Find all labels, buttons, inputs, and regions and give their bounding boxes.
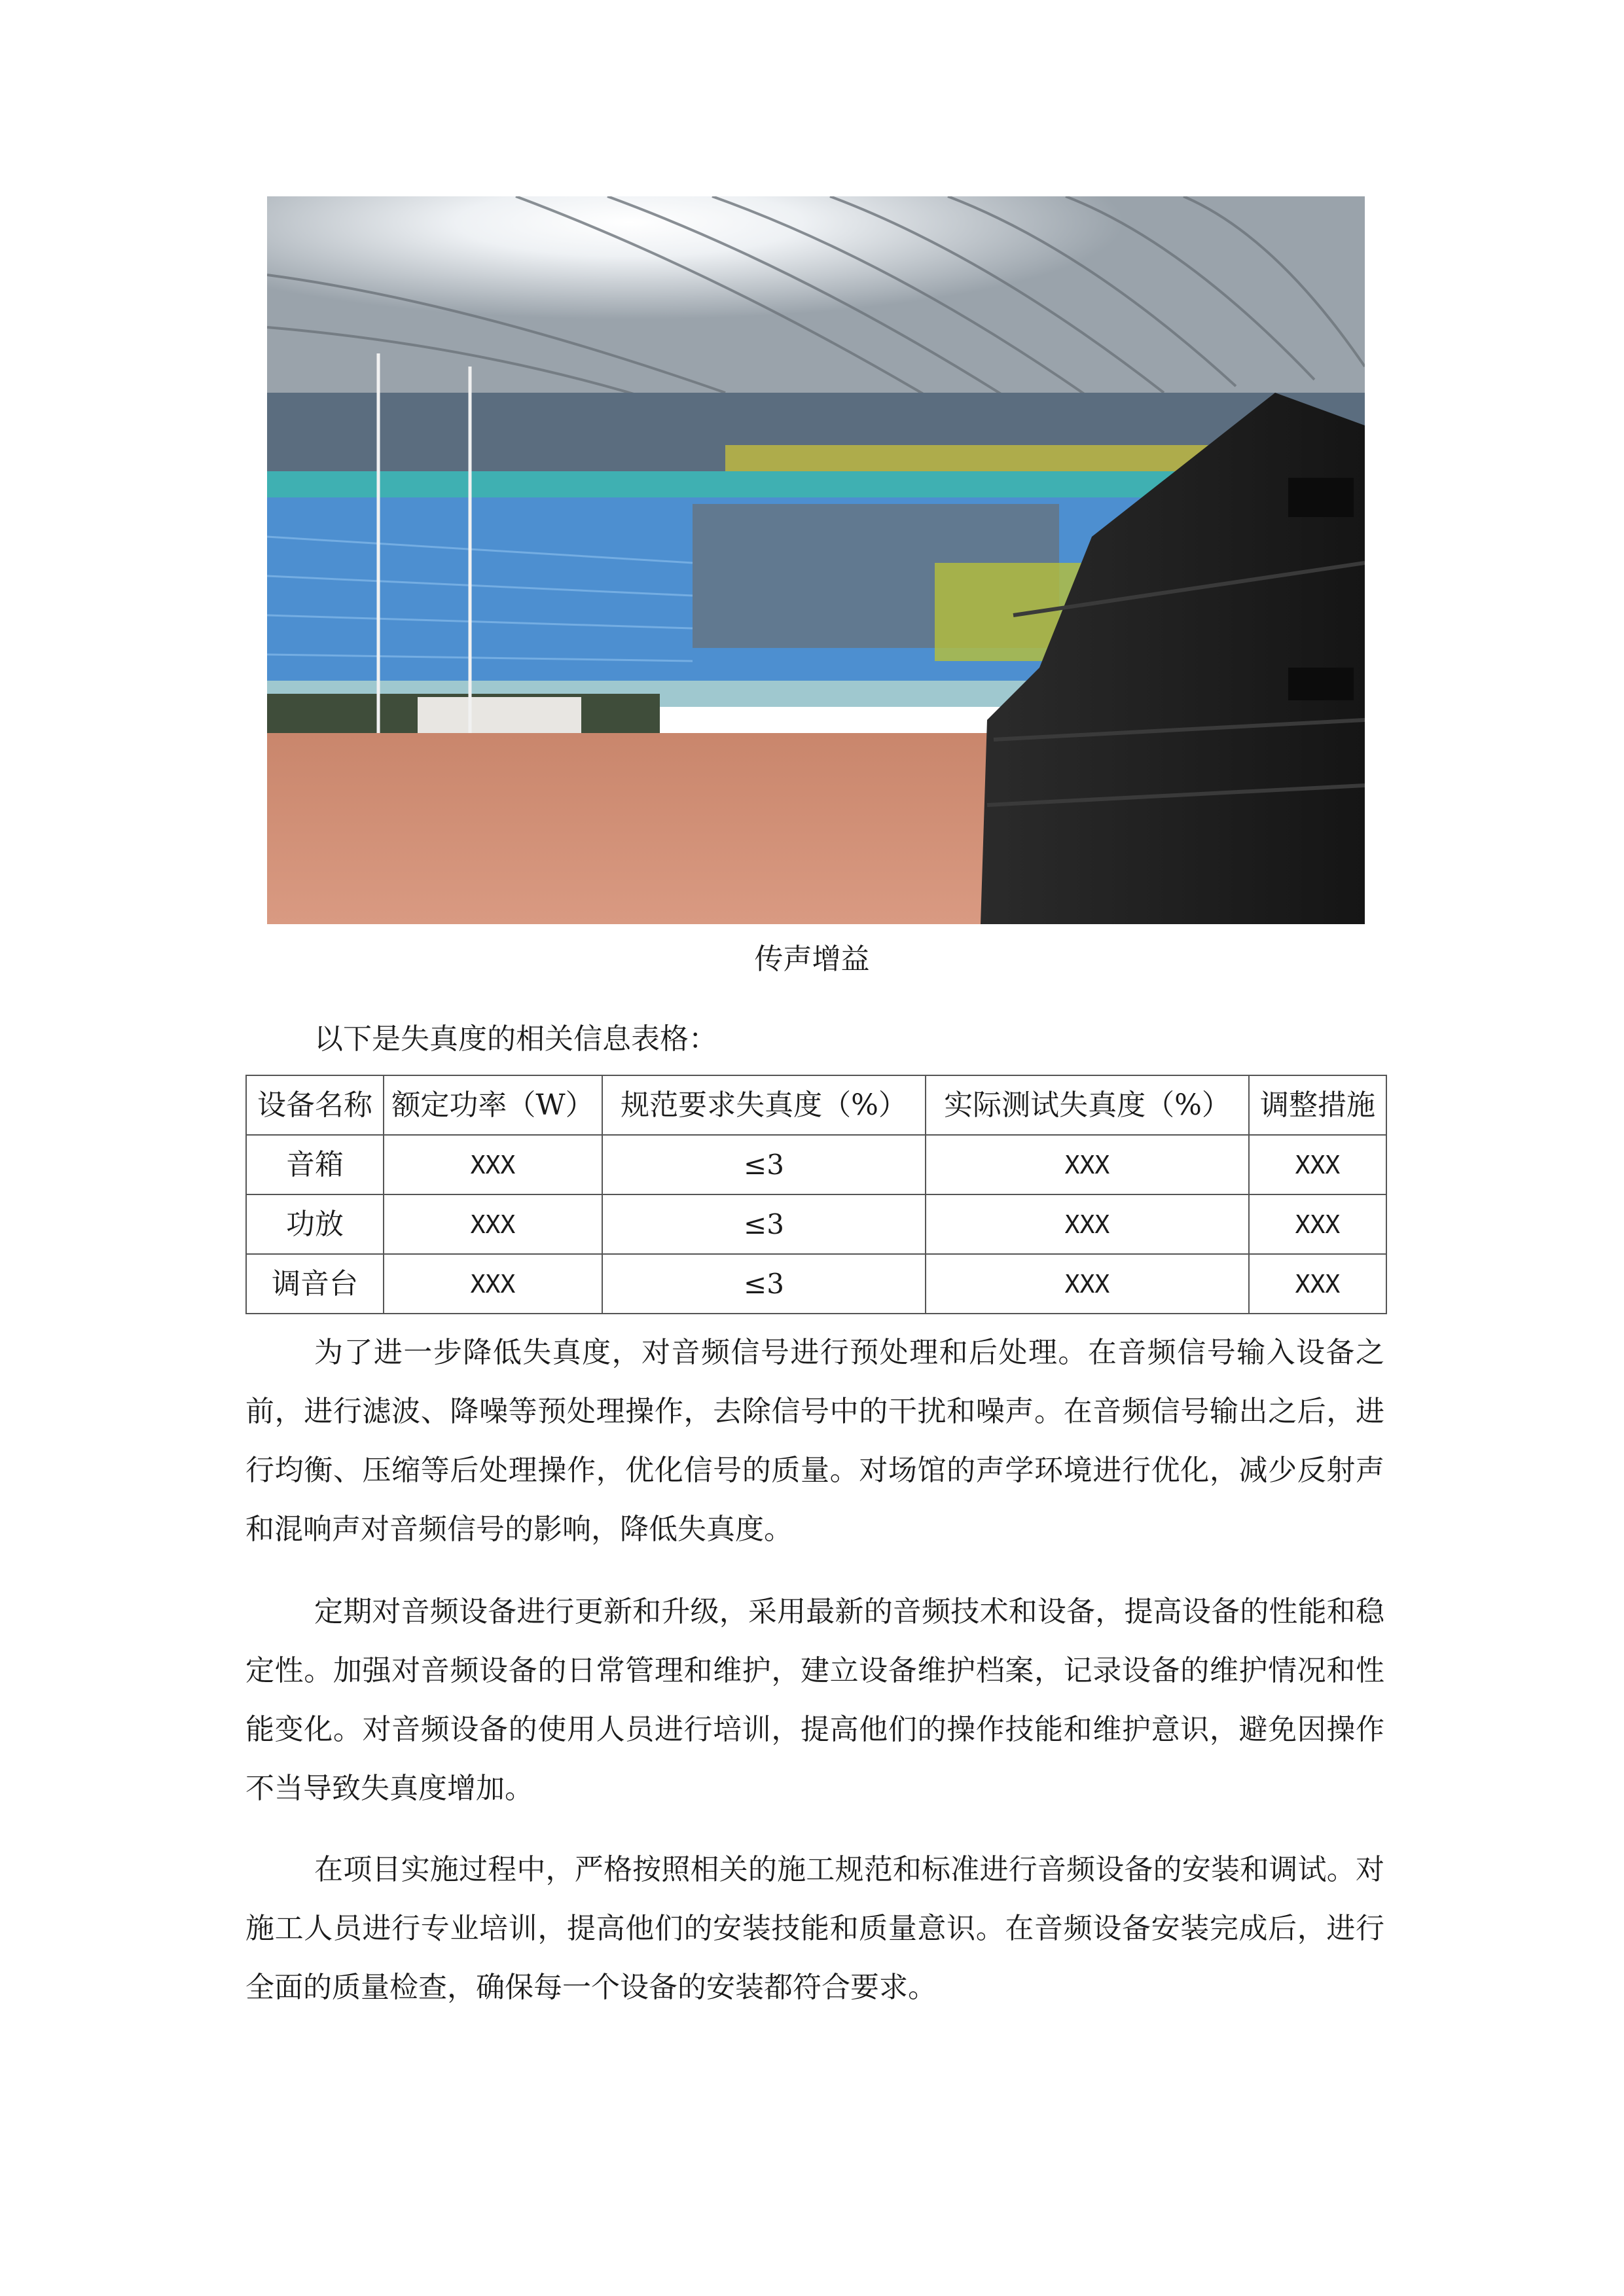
header-cell: 规范要求失真度（%） (602, 1075, 926, 1135)
header-cell: 调整措施 (1249, 1075, 1386, 1135)
table-row (246, 1194, 1386, 1254)
table-cell: XXX (926, 1194, 1249, 1254)
body-paragraph: 在项目实施过程中，严格按照相关的施工规范和标准进行音频设备的安装和调试。对施工人员进行专业培训，提高他们的安装技能和质量意识。在音频设备安装完成后，进行全面的质量检查，确保每一个设备的安装都符合要求。 (245, 1853, 1384, 2004)
distortion-table (245, 1075, 1387, 1314)
table-cell: 调音台 (246, 1254, 384, 1314)
table-cell: XXX (1249, 1254, 1386, 1314)
table-cell: 音箱 (246, 1135, 384, 1194)
stadium-speaker-photo (267, 196, 1365, 924)
table-cell: XXX (384, 1254, 602, 1314)
table-cell: XXX (384, 1194, 602, 1254)
table-cell: ≤3 (602, 1194, 926, 1254)
header-cell: 设备名称 (246, 1075, 384, 1135)
body-paragraph: 定期对音频设备进行更新和升级，采用最新的音频技术和设备，提高设备的性能和稳定性。加强对音频设备的日常管理和维护，建立设备维护档案，记录设备的维护情况和性能变化。对音频设备的使用人员进行培训，提高他们的操作技能和维护意识，避免因操作不当导致失真度增加。 (245, 1595, 1384, 1805)
table-cell: XXX (926, 1254, 1249, 1314)
table-cell: XXX (926, 1135, 1249, 1194)
table-cell: XXX (384, 1135, 602, 1194)
header-cell: 实际测试失真度（%） (926, 1075, 1249, 1135)
table-cell: 功放 (246, 1194, 384, 1254)
table-cell: ≤3 (602, 1254, 926, 1314)
table-header-row (246, 1075, 1386, 1135)
table-cell: XXX (1249, 1135, 1386, 1194)
figure-caption: 传声增益 (754, 942, 870, 976)
table-cell: XXX (1249, 1194, 1386, 1254)
table-cell: ≤3 (602, 1135, 926, 1194)
table-intro-text: 以下是失真度的相关信息表格： (314, 1022, 717, 1056)
header-cell: 额定功率（W） (384, 1075, 602, 1135)
table-row (246, 1135, 1386, 1194)
table-row (246, 1254, 1386, 1314)
body-paragraph: 为了进一步降低失真度，对音频信号进行预处理和后处理。在音频信号输入设备之前，进行滤波、降噪等预处理操作，去除信号中的干扰和噪声。在音频信号输出之后，进行均衡、压缩等后处理操作，优化信号的质量。对场馆的声学环境进行优化，减少反射声和混响声对音频信号的影响，降低失真度。 (245, 1336, 1384, 1546)
